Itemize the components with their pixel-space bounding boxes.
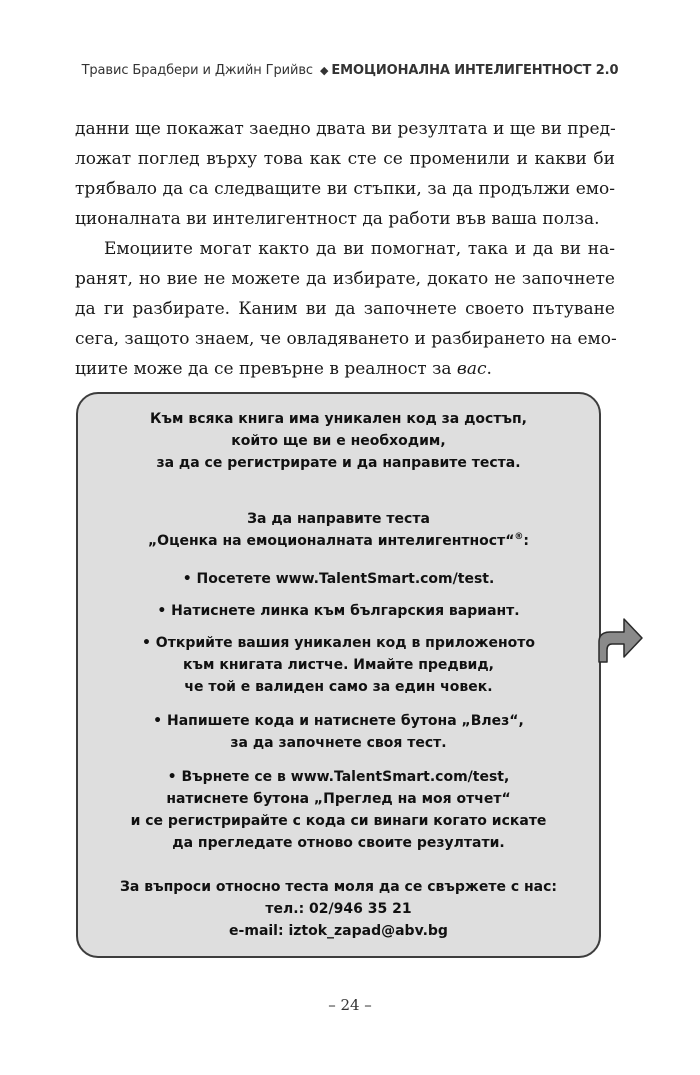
test-name-colon: :	[523, 533, 530, 549]
running-head	[0, 63, 700, 78]
header-book-title: ЕМОЦИОНАЛНА ИНТЕЛИГЕНТНОСТ 2.0	[331, 63, 619, 78]
box-line: • Натиснете линка към българския вариант.	[157, 603, 520, 619]
body-line-last-text: циите може да се превърне в реалност за	[75, 359, 457, 379]
body-line: данни ще покажат заедно двата ви резултата и ще ви пред-	[75, 119, 616, 139]
diamond-separator-icon: ◆	[320, 64, 329, 77]
box-line: • Върнете се в www.TalentSmart.com/test,	[167, 769, 510, 785]
box-step-2	[78, 600, 599, 622]
body-period: .	[486, 359, 492, 379]
page-number: – 24 –	[328, 996, 372, 1014]
box-phone: тел.: 02/946 35 21	[265, 901, 412, 917]
test-name-text: „Оценка на емоционалната интелигентност“	[147, 533, 515, 549]
box-test-heading	[78, 508, 599, 552]
box-line: • Посетете www.TalentSmart.com/test.	[182, 571, 495, 587]
box-line: за да започнете своя тест.	[230, 735, 447, 751]
box-line: Към всяка книга има уникален код за достъп,	[150, 411, 527, 427]
body-line: ложат поглед върху това как сте се променили и какви би	[75, 149, 615, 169]
body-line-last	[75, 354, 615, 384]
body-text	[75, 114, 615, 384]
box-line: За въпроси относно теста моля да се свържете с нас:	[119, 879, 558, 895]
box-contact	[78, 876, 599, 942]
body-line: сега, защото знаем, че овладяването и разбирането на емо-	[75, 329, 617, 349]
box-line: към книгата листче. Имайте предвид,	[183, 657, 494, 673]
box-line: и се регистрирайте с кода си винаги когато искате	[130, 813, 547, 829]
header-authors: Травис Брадбери и Джийн Грийвс	[81, 63, 313, 78]
box-line: • Напишете кода и натиснете бутона „Влез“,	[153, 713, 524, 729]
body-line: ционалната ви интелигентност да работи във ваша полза.	[75, 209, 600, 229]
body-line: да ги разбирате. Каним ви да започнете своето пътуване	[75, 299, 615, 319]
box-step-3	[78, 632, 599, 698]
box-line: да прегледате отново своите резултати.	[172, 835, 505, 851]
registered-mark: ®	[514, 532, 524, 542]
box-line: за да се регистрирате и да направите теста.	[156, 455, 521, 471]
box-line: натиснете бутона „Преглед на моя отчет“	[166, 791, 511, 807]
body-line: ранят, но вие не можете да избирате, докато не започнете	[75, 269, 615, 289]
box-line: За да направите теста	[247, 511, 430, 527]
box-email: e-mail: iztok_zapad@abv.bg	[229, 923, 448, 939]
box-step-1	[78, 568, 599, 590]
test-info-box	[76, 392, 601, 958]
box-test-name	[78, 530, 599, 552]
box-line: който ще ви е необходим,	[231, 433, 446, 449]
body-line: Емоциите могат както да ви помогнат, така и да ви на-	[104, 239, 615, 259]
box-intro	[78, 408, 599, 474]
body-line: трябвало да са следващите ви стъпки, за да продължи емо-	[75, 179, 615, 199]
body-emphasis: вас	[456, 359, 487, 379]
curved-right-arrow-icon	[596, 612, 644, 664]
box-step-5	[78, 766, 599, 854]
box-line: • Открийте вашия уникален код в приложеното	[141, 635, 536, 651]
box-step-4	[78, 710, 599, 754]
box-line: че той е валиден само за един човек.	[184, 679, 493, 695]
